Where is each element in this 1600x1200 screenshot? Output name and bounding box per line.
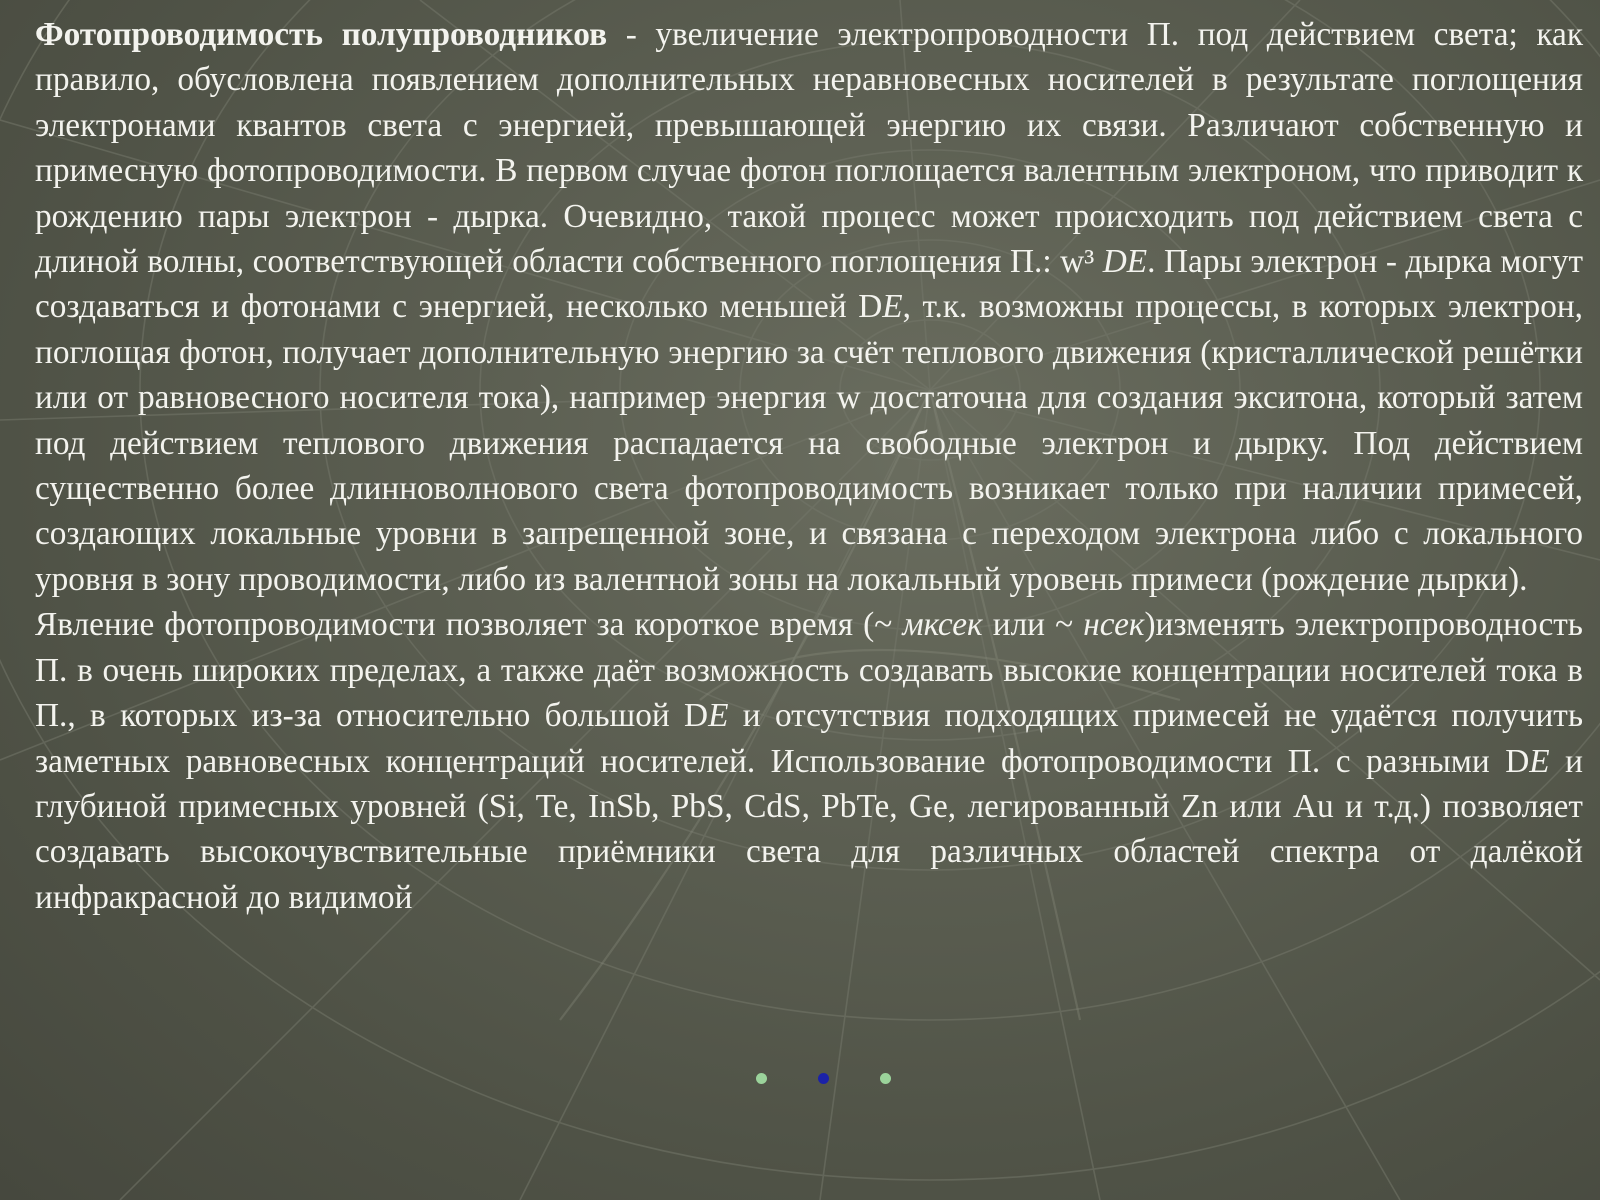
paragraph1-de-1: DE (1102, 243, 1148, 281)
paragraph1-text-a: - увеличение электропроводности П. под действием света; как правило, обусловлена появлением дополнительных неравновесных носителей в результате поглощения электронами квантов света с энергией, превышающей энергию их связи. Различают собственную и примесную фотопроводимости. В первом случае фотон поглощается валентным электроном, что приводит к рождению пары электрон - дырка. Очевидно, такой процесс может происходить под действием света с длиной волны, соответствующей области собственного поглощения П.: w³ (35, 16, 1583, 281)
prev-slide-icon[interactable] (756, 1073, 767, 1084)
unit-nanosecond: нсек (1083, 606, 1145, 644)
paragraph-definition (35, 12, 1583, 602)
slide-navigation (756, 1070, 896, 1086)
paragraph2-text-a: Явление фотопроводимости позволяет за короткое время (~ (35, 606, 903, 644)
paragraph-applications (35, 602, 1583, 920)
paragraph2-text-d: и отсутствия подходящих примесей не удаётся получить заметных равновесных концентраций носителей. Использование фотопроводимости П. с разными D (35, 697, 1584, 780)
unit-microsecond: мксек (902, 606, 983, 644)
term-heading: Фотопроводимость полупроводников (35, 16, 608, 53)
paragraph2-text-e: и глубиной примесных уровней (Si, Te, InSb, PbS, CdS, PbTe, Ge, легированный Zn или Au и т.д.) позволяет создавать высокочувствительные приёмники света для различных областей спектра от далёкой инфракрасной до видимой (35, 742, 1584, 916)
paragraph1-e-1: E (882, 288, 903, 326)
home-slide-icon[interactable] (818, 1073, 829, 1084)
next-slide-icon[interactable] (880, 1073, 891, 1084)
paragraph2-e-2: E (1529, 742, 1550, 780)
paragraph2-e-1: E (708, 697, 729, 735)
paragraph2-text-b: или ~ (982, 606, 1084, 644)
paragraph2-text-c: )изменять электропроводность П. в очень широких пределах, а также даёт возможность создавать высокие концентрации носителей тока в П., в которых из-за относительно большой D (35, 606, 1583, 735)
paragraph1-text-b: . Пары электрон - дырка могут создаваться и фотонами с энергией, несколько меньшей D (35, 243, 1583, 326)
slide-body-text (35, 12, 1583, 920)
paragraph1-text-c: , т.к. возможны процессы, в которых электрон, поглощая фотон, получает дополнительную энергию за счёт теплового движения (кристаллической решётки или от равновесного носителя тока), например энергия w достаточна для создания экситона, который затем под действием теплового движения распадается на свободные электрон и дырку. Под действием существенно более длинноволнового света фотопроводимость возникает только при наличии примесей, создающих локальные уровни в запрещенной зоне, и связана с переходом электрона либо с локального уровня в зону проводимости, либо из валентной зоны на локальный уровень примеси (рождение дырки). (35, 288, 1583, 598)
